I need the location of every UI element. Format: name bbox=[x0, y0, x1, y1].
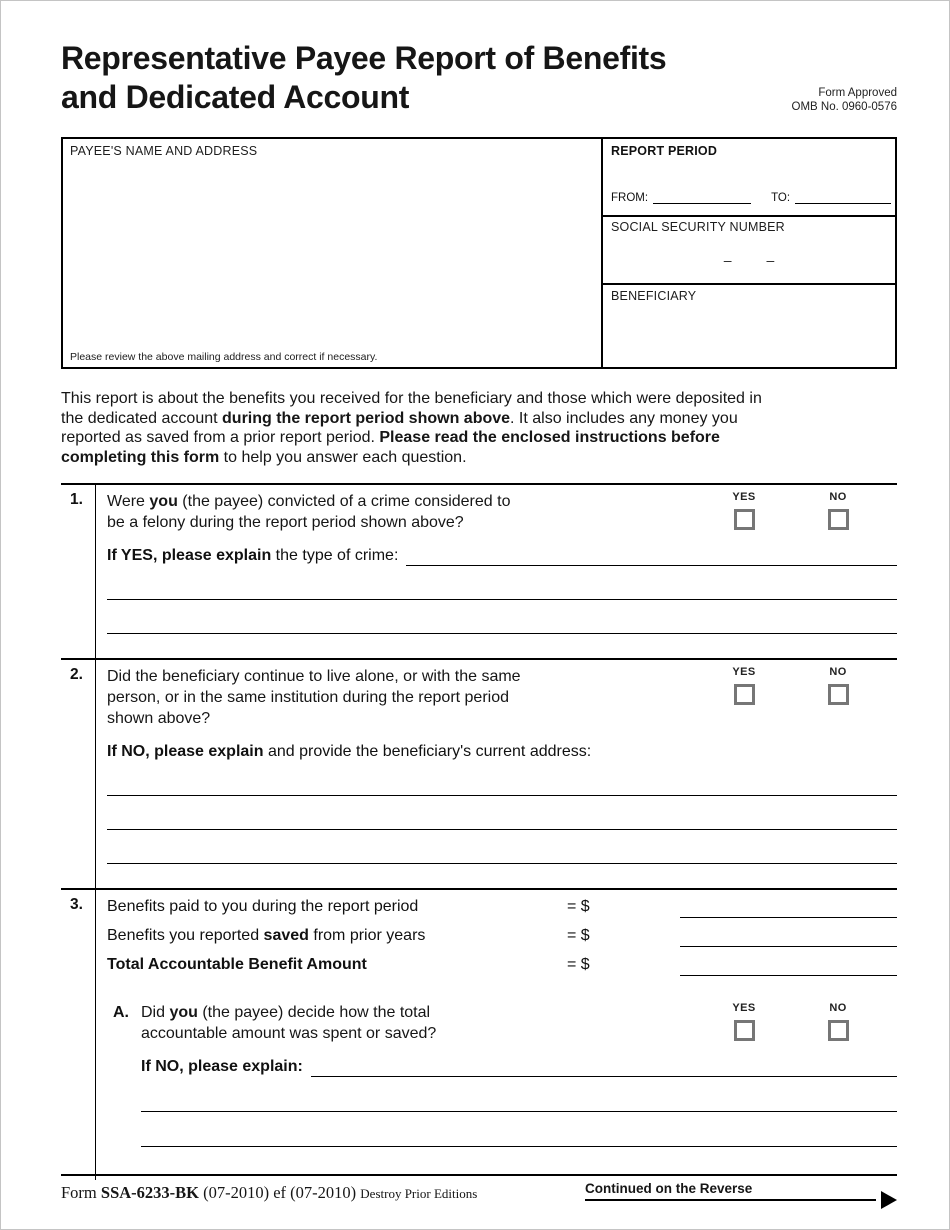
question-2-no-col bbox=[815, 666, 861, 705]
question-2-text: Did the beneficiary continue to live alone, or with the same person, or in the same institution during the report period shown above? bbox=[107, 668, 521, 727]
from-date-line[interactable] bbox=[653, 190, 751, 204]
form-word: Form bbox=[61, 1183, 101, 1202]
question-3a bbox=[107, 1002, 897, 1147]
ssn-label: SOCIAL SECURITY NUMBER bbox=[611, 220, 785, 234]
q1-write-line-2[interactable] bbox=[107, 600, 897, 634]
benefits-saved-label: Benefits you reported saved from prior years bbox=[107, 927, 426, 944]
q3a-no-checkbox[interactable] bbox=[828, 1020, 849, 1041]
to-label: TO: bbox=[771, 192, 791, 204]
question-3a-body bbox=[141, 1002, 897, 1147]
q1-yes-checkbox[interactable] bbox=[734, 509, 755, 530]
question-2-body bbox=[96, 660, 897, 888]
page-title-line1: Representative Payee Report of Benefits bbox=[61, 40, 667, 76]
question-2 bbox=[61, 658, 897, 888]
question-3a-yesno bbox=[721, 1002, 897, 1041]
q2-explain-prompt: If NO, please explain and provide the beneficiary's current address: bbox=[107, 743, 592, 760]
question-1-row bbox=[107, 491, 897, 533]
payee-name-address-label: PAYEE'S NAME AND ADDRESS bbox=[70, 144, 258, 158]
arrow-right-icon bbox=[881, 1191, 897, 1209]
form-approved-label: Form Approved bbox=[818, 87, 897, 99]
q1-write-line-1[interactable] bbox=[107, 566, 897, 600]
from-label: FROM: bbox=[611, 192, 649, 204]
report-period-label: REPORT PERIOD bbox=[611, 144, 718, 158]
question-3-body bbox=[96, 890, 897, 1180]
question-2-number: 2. bbox=[61, 660, 96, 888]
q1-no-checkbox[interactable] bbox=[828, 509, 849, 530]
title-row bbox=[61, 39, 897, 117]
benefits-paid-amount-line[interactable] bbox=[680, 901, 897, 918]
form-id: SSA-6233-BK bbox=[100, 1183, 199, 1202]
question-1-yes-col bbox=[721, 491, 767, 530]
question-3-number: 3. bbox=[61, 890, 96, 1180]
payee-cell bbox=[63, 139, 603, 367]
omb-approval bbox=[792, 86, 897, 117]
page-footer bbox=[61, 1174, 897, 1203]
q2-yes-label: YES bbox=[732, 666, 756, 678]
q1-yes-label: YES bbox=[732, 491, 756, 503]
total-accountable-label: Total Accountable Benefit Amount bbox=[107, 956, 367, 973]
omb-number-label: OMB No. 0960-0576 bbox=[791, 101, 897, 113]
q2-write-line-2[interactable] bbox=[107, 796, 897, 830]
form-number bbox=[61, 1183, 477, 1203]
total-accountable-row bbox=[107, 954, 897, 976]
q2-explain-prompt-row bbox=[107, 742, 897, 762]
question-3a-yes-col bbox=[721, 1002, 767, 1041]
header-box bbox=[61, 137, 897, 369]
q2-no-label: NO bbox=[829, 666, 847, 678]
question-1-yesno bbox=[721, 491, 897, 530]
q3a-yes-label: YES bbox=[732, 1002, 756, 1014]
question-2-yesno bbox=[721, 666, 897, 705]
q3a-explain-inline-line[interactable] bbox=[311, 1061, 897, 1077]
q3a-write-line-1[interactable] bbox=[141, 1077, 897, 1112]
question-3a-text: Did you (the payee) decide how the total accountable amount was spent or saved? bbox=[141, 1004, 437, 1042]
question-1 bbox=[61, 483, 897, 658]
question-1-body bbox=[96, 485, 897, 658]
question-1-text: Were you (the payee) convicted of a crime considered to be a felony during the report period shown above? bbox=[107, 493, 511, 531]
report-period-cell bbox=[603, 139, 895, 367]
form-editions: (07-2010) ef (07-2010) bbox=[199, 1183, 361, 1202]
benefits-saved-eq: = $ bbox=[567, 927, 590, 944]
ssn-block bbox=[603, 215, 895, 268]
question-2-yes-col bbox=[721, 666, 767, 705]
ssn-input-area[interactable]: – – bbox=[723, 252, 775, 268]
q2-write-line-1[interactable] bbox=[107, 762, 897, 796]
total-accountable-eq: = $ bbox=[567, 956, 590, 973]
benefits-paid-label: Benefits paid to you during the report period bbox=[107, 898, 419, 915]
question-1-no-col bbox=[815, 491, 861, 530]
question-3a-no-col bbox=[815, 1002, 861, 1041]
question-2-row bbox=[107, 666, 897, 729]
page-title bbox=[61, 39, 666, 117]
q3a-explain-prompt-row bbox=[141, 1057, 897, 1077]
continued-text: Continued on the Reverse bbox=[585, 1181, 876, 1201]
q1-explain-inline-line[interactable] bbox=[406, 550, 897, 566]
question-sections bbox=[61, 483, 897, 1180]
beneficiary-block bbox=[603, 283, 895, 367]
beneficiary-label: BENEFICIARY bbox=[611, 289, 697, 303]
page-title-line2: and Dedicated Account bbox=[61, 79, 410, 115]
question-3 bbox=[61, 888, 897, 1180]
q2-yes-checkbox[interactable] bbox=[734, 684, 755, 705]
benefits-saved-row bbox=[107, 925, 897, 947]
total-accountable-amount-line[interactable] bbox=[680, 959, 897, 976]
question-3a-row bbox=[141, 1002, 897, 1044]
q3a-no-label: NO bbox=[829, 1002, 847, 1014]
continued-note bbox=[585, 1181, 897, 1201]
intro-paragraph: This report is about the benefits you received for the beneficiary and those which were deposited in the dedicated account during the report period shown above. It also includes any money you reported as saved from a prior report period. Please read the enclosed instructions before completing this form to help you answer each question. bbox=[61, 390, 762, 466]
to-date-line[interactable] bbox=[795, 190, 891, 204]
q2-no-checkbox[interactable] bbox=[828, 684, 849, 705]
beneficiary-input-area[interactable] bbox=[611, 303, 887, 363]
benefits-saved-amount-line[interactable] bbox=[680, 930, 897, 947]
payee-address-input-area[interactable] bbox=[70, 158, 593, 351]
q1-explain-prompt: If YES, please explain the type of crime: bbox=[107, 547, 399, 564]
question-1-number: 1. bbox=[61, 485, 96, 658]
q2-write-line-3[interactable] bbox=[107, 830, 897, 864]
q1-explain-prompt-row bbox=[107, 546, 897, 566]
question-3a-letter: A. bbox=[113, 1004, 129, 1021]
q1-no-label: NO bbox=[829, 491, 847, 503]
benefits-paid-row bbox=[107, 896, 897, 918]
destroy-prior-editions: Destroy Prior Editions bbox=[360, 1186, 478, 1201]
report-period-dates-row bbox=[603, 190, 895, 206]
q3a-yes-checkbox[interactable] bbox=[734, 1020, 755, 1041]
q3a-explain-prompt: If NO, please explain: bbox=[141, 1058, 303, 1075]
q3a-write-line-2[interactable] bbox=[141, 1112, 897, 1147]
benefits-paid-eq: = $ bbox=[567, 898, 590, 915]
payee-review-note: Please review the above mailing address and correct if necessary. bbox=[70, 351, 378, 363]
